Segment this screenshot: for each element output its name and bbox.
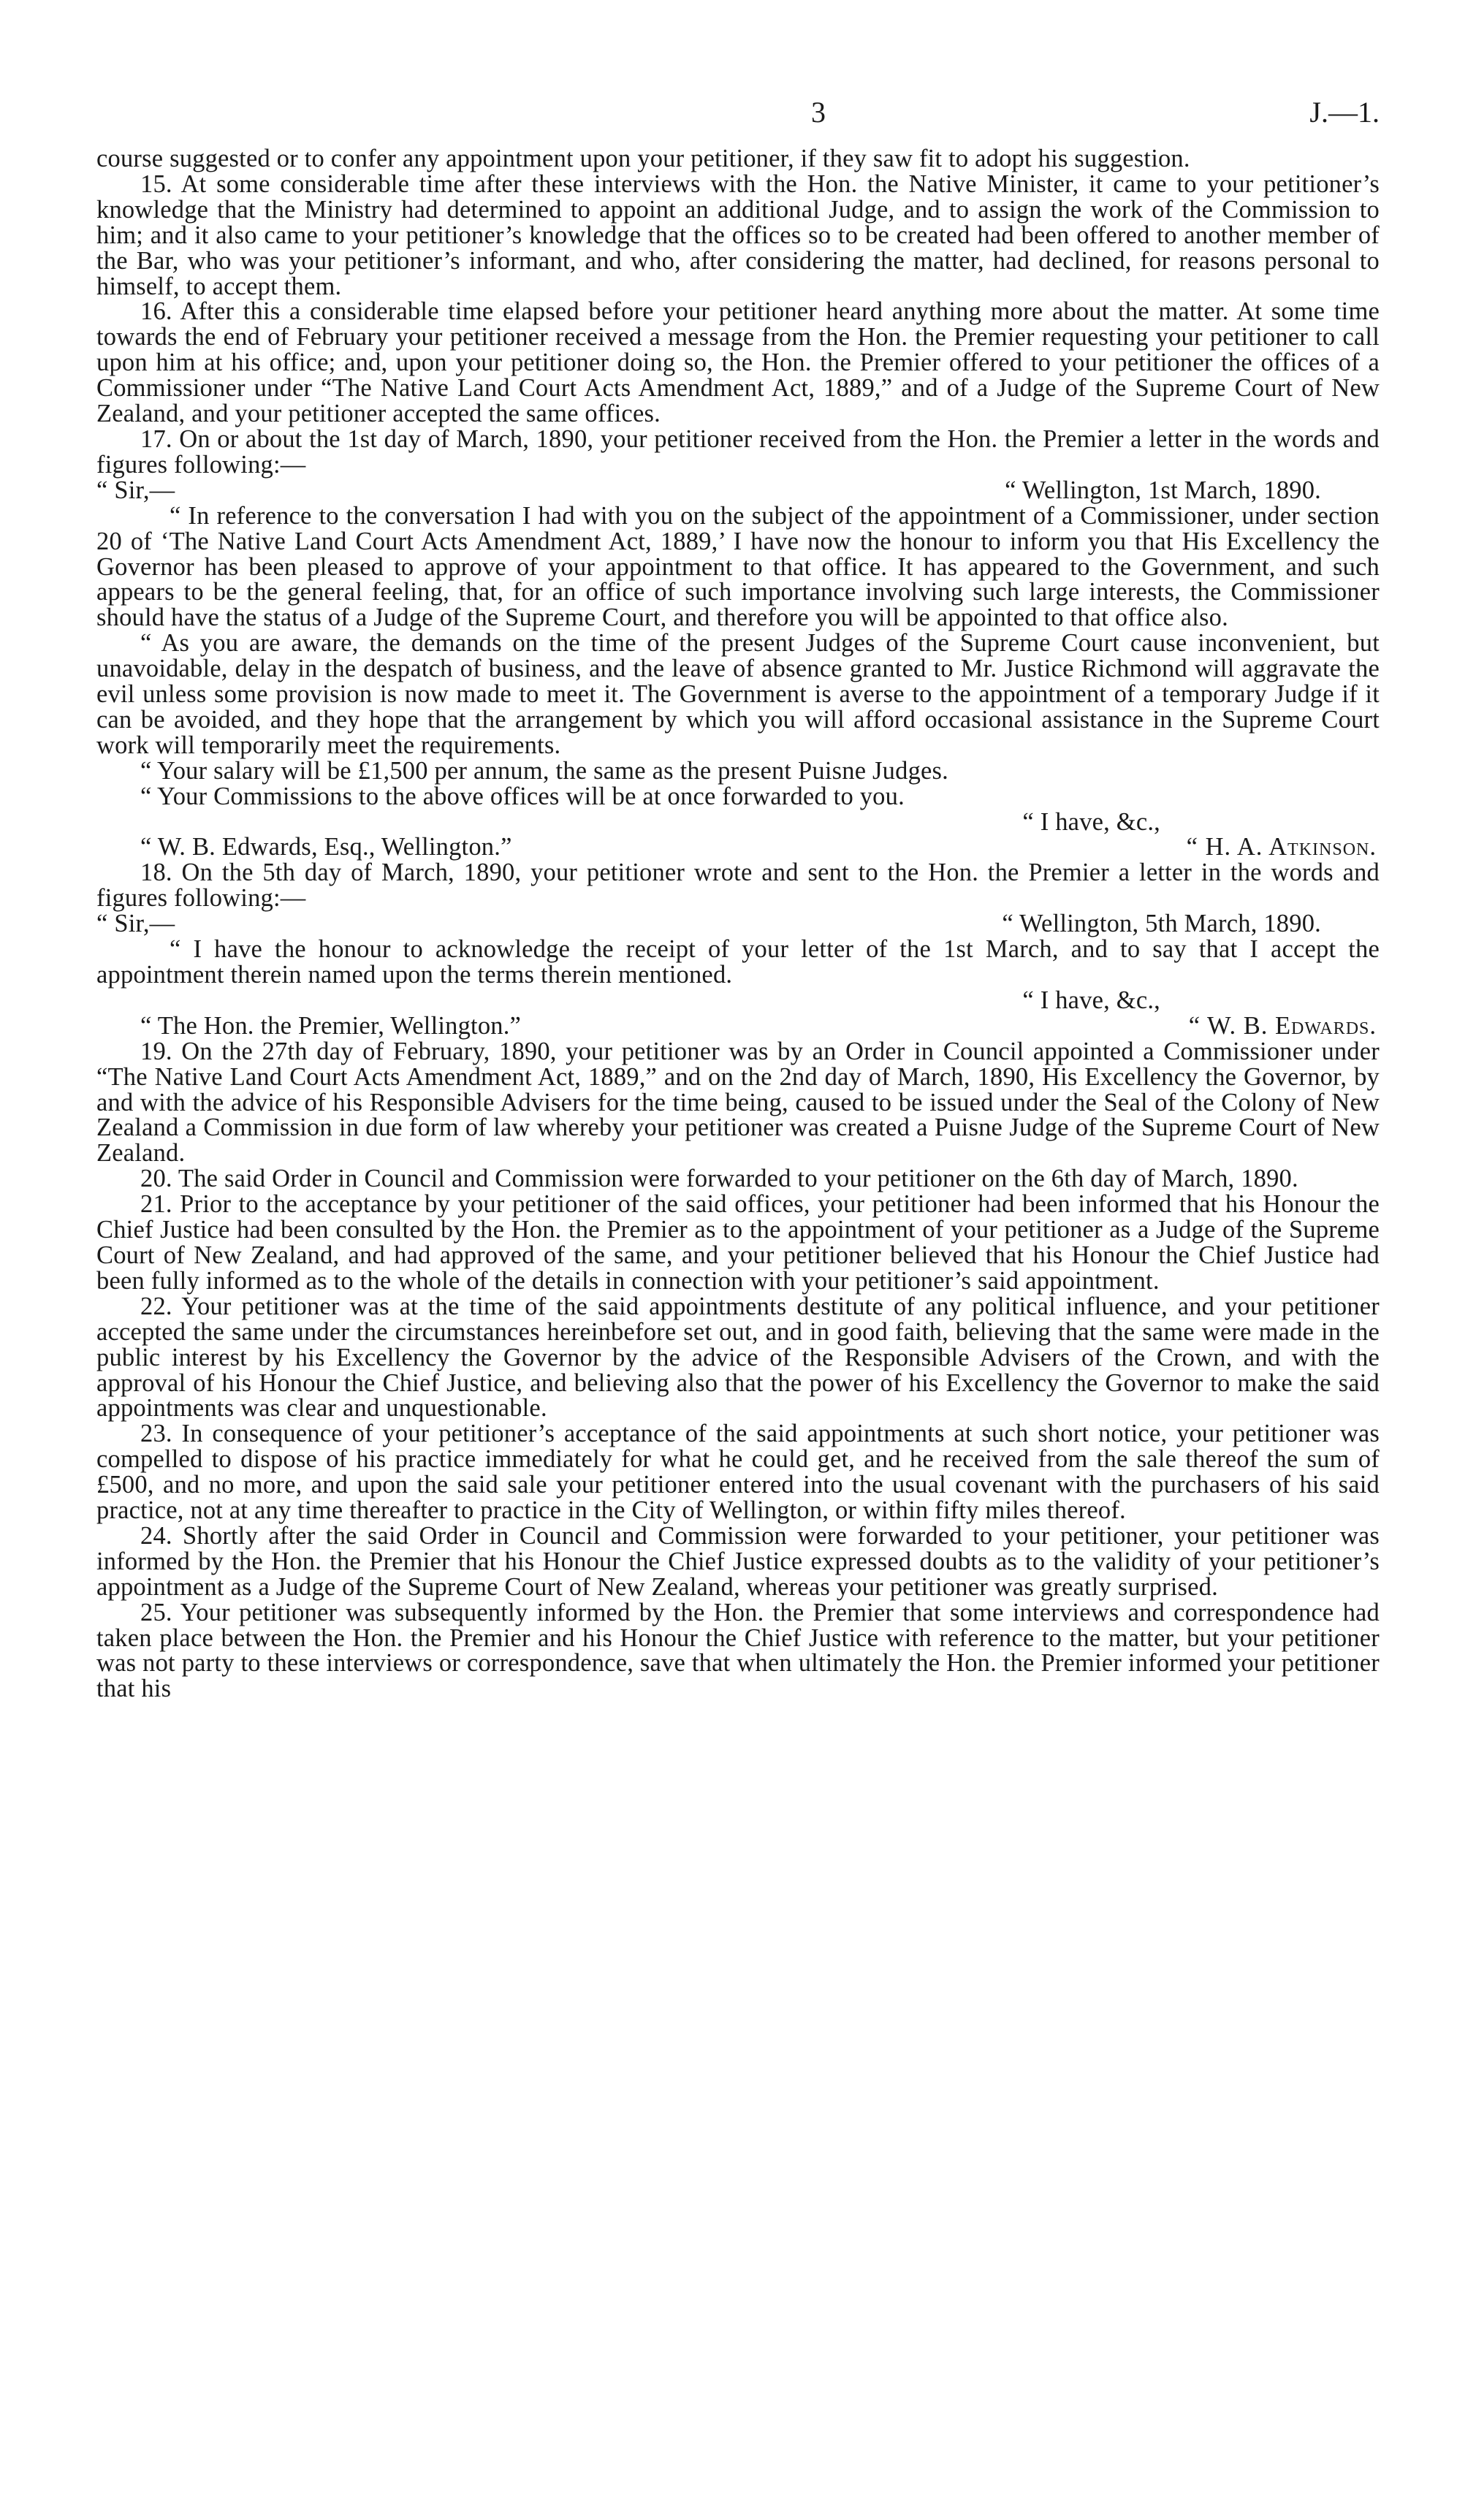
letter-place-date: “ Wellington, 1st March, 1890. bbox=[1005, 476, 1321, 504]
letter-addressee: “ The Hon. the Premier, Wellington.” bbox=[140, 1011, 522, 1040]
letter-paragraph: “ Your salary will be £1,500 per annum, the same as the present Puisne Judges. bbox=[140, 756, 948, 785]
letter-paragraph: “ Your Commissions to the above offices will be at once forwarded to you. bbox=[140, 782, 905, 810]
letter-paragraph: “ In reference to the conversation I had with you on the subject of the appointment of a Commissioner, under section 20 of ‘The Native Land Court Acts Amendment Act, 1889,’ I have now the honour to inform you that His Excellency the Governor has been pleased to approve of your appointment to that office. It has appeared to the Government, and such appears to be the general feeling, that, for an office of such importance involving such large interests, the Commissioner should have the status of a Judge of the Supreme Court, and therefore you will be appointed to that office also. bbox=[96, 501, 1380, 632]
paragraph-23: 23. In consequence of your petitioner’s acceptance of the said appointments at such short notice, your petitioner was compelled to dispose of his practice immediately for what he could get, and he received from the sale thereof the sum of £500, and no more, and upon the said sale your petitioner entered into the usual covenant with the purchasers of his said practice, not at any time thereafter to practice in the City of Wellington, or within fifty miles thereof. bbox=[96, 1420, 1380, 1525]
paragraph-21: 21. Prior to the acceptance by your petitioner of the said offices, your petitioner had been informed that his Honour the Chief Justice had been consulted by the Hon. the Premier as to the appointment of your petitioner as a Judge of the Supreme Court of New Zealand, and had approved of the same, and your petitioner believed that his Honour the Chief Justice had been fully informed as to the whole of the details in connection with your petitioner’s said appointment. bbox=[96, 1190, 1380, 1295]
paragraph-24: 24. Shortly after the said Order in Council and Commission were forwarded to your petitioner, your petitioner was informed by the Hon. the Premier that his Honour the Chief Justice expressed doubts as to the validity of your petitioner’s appointment as a Judge of the Supreme Court of New Zealand, whereas your petitioner was greatly surprised. bbox=[96, 1521, 1380, 1601]
paragraph-19: 19. On the 27th day of February, 1890, your petitioner was by an Order in Council appointed a Commissioner under “The Native Land Court Acts Amendment Act, 1889,” and on the 2nd day of March, 1890, His Excellency the Governor, by and with the advice of his Responsible Advisers for the time being, caused to be issued under the Seal of the Colony of New Zealand a Commission in due form of law whereby your petitioner was created a Puisne Judge of the Supreme Court of New Zealand. bbox=[96, 1037, 1380, 1168]
letter-header-row bbox=[96, 478, 1380, 503]
letter-signature: “ H. A. Atkinson. bbox=[1186, 833, 1377, 861]
paragraph-18: 18. On the 5th day of March, 1890, your petitioner wrote and sent to the Hon. the Premier a letter in the words and figures following:— bbox=[96, 859, 1380, 913]
paragraph-15: 15. At some considerable time after these interviews with the Hon. the Native Minister, it came to your petitioner’s knowledge that the Ministry had determined to appoint an additional Judge, and to assign the work of the Commission to him; and it also came to your petitioner’s knowledge that the offices so to be created had been offered to another member of the Bar, who was your petitioner’s informant, and who, after considering the matter, had declined, for reasons personal to himself, to accept them. bbox=[96, 170, 1380, 300]
letter-petitioner-to-premier bbox=[96, 911, 1380, 1039]
letter-signature-row bbox=[96, 834, 1380, 860]
document-reference: J.—1. bbox=[1309, 96, 1380, 129]
letter-place-date: “ Wellington, 5th March, 1890. bbox=[1002, 910, 1321, 938]
paragraph-16: 16. After this a considerable time elapsed before your petitioner heard anything more about the matter. At some time towards the end of February your petitioner received a message from the Hon. the Premier requesting your petitioner to call upon him at his office; and, upon your petitioner doing so, the Hon. the Premier offered to your petitioner the offices of a Commissioner under “The Native Land Court Acts Amendment Act, 1889,” and of a Judge of the Supreme Court of New Zealand, and your petitioner accepted the same offices. bbox=[96, 297, 1380, 428]
page-number: 3 bbox=[811, 96, 826, 129]
paragraph-20: 20. The said Order in Council and Commission were forwarded to your petitioner on the 6th day of March, 1890. bbox=[140, 1165, 1298, 1193]
paragraph-25: 25. Your petitioner was subsequently informed by the Hon. the Premier that some interviews and correspondence had taken place between the Hon. the Premier and his Honour the Chief Justice with reference to the matter, but your petitioner was not party to these interviews or correspondence, save that when ultimately the Hon. the Premier informed your petitioner that his bbox=[96, 1598, 1380, 1703]
letter-paragraph: “ I have the honour to acknowledge the receipt of your letter of the 1st March, and to say that I accept the appointment therein named upon the terms therein mentioned. bbox=[96, 935, 1380, 989]
letter-salutation: “ Sir,— bbox=[96, 476, 175, 504]
letter-closing: “ I have, &c., bbox=[1022, 807, 1160, 836]
paragraph-22: 22. Your petitioner was at the time of the said appointments destitute of any political influence, and your petitioner accepted the same under the circumstances hereinbefore set out, and in good faith, believing that the same were made in the public interest by his Excellency the Governor by the advice of the Responsible Advisers of the Crown, and with the approval of his Honour the Chief Justice, and believing also that the power of his Excellency the Governor to make the said appointments was clear and unquestionable. bbox=[96, 1292, 1380, 1423]
letter-header-row bbox=[96, 911, 1380, 937]
document-body bbox=[96, 146, 1380, 1702]
letter-addressee: “ W. B. Edwards, Esq., Wellington.” bbox=[140, 833, 512, 861]
letter-salutation: “ Sir,— bbox=[96, 910, 175, 938]
page-header bbox=[96, 88, 1380, 146]
paragraph-17: 17. On or about the 1st day of March, 1890, your petitioner received from the Hon. the Premier a letter in the words and figures following:— bbox=[96, 425, 1380, 479]
letter-signature-row bbox=[96, 1013, 1380, 1039]
letter-closing: “ I have, &c., bbox=[1022, 986, 1160, 1014]
paragraph-14-continuation: course suggested or to confer any appointment upon your petitioner, if they saw fit to adopt his suggestion. bbox=[96, 145, 1190, 172]
letter-premier-to-petitioner bbox=[96, 478, 1380, 861]
letter-signature: “ W. B. Edwards. bbox=[1188, 1011, 1377, 1040]
letter-paragraph: “ As you are aware, the demands on the time of the present Judges of the Supreme Court cause inconvenient, but unavoidable, delay in the despatch of business, and the leave of absence granted to Mr. Justice Richmond will aggravate the evil unless some provision is now made to meet it. The Government is averse to the appointment of a temporary Judge if it can be avoided, and they hope that the arrangement by which you will afford occasional assistance in the Supreme Court work will temporarily meet the requirements. bbox=[96, 629, 1380, 759]
